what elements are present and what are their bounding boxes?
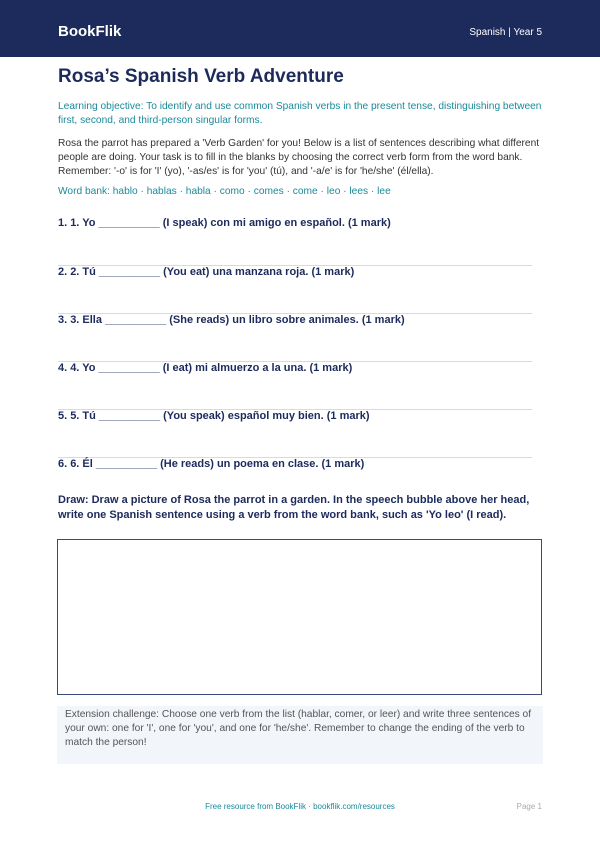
question-number: 3. — [58, 314, 68, 326]
question-text: 6. Él __________ (He reads) un poema en clase. (1 mark) — [70, 458, 365, 470]
question-text: 1. Yo __________ (I speak) con mi amigo en español. (1 mark) — [70, 217, 391, 229]
question-text: 4. Yo __________ (I eat) mi almuerzo a la una. (1 mark) — [70, 362, 353, 374]
worksheet-title: Rosa’s Spanish Verb Adventure — [58, 66, 344, 87]
question-4 — [58, 361, 532, 375]
question-number: 5. — [58, 410, 68, 422]
question-text: 2. Tú __________ (You eat) una manzana roja. (1 mark) — [70, 266, 355, 278]
question-5 — [58, 409, 532, 423]
question-1 — [58, 216, 532, 230]
question-2 — [58, 265, 532, 279]
page-header — [0, 0, 600, 57]
subject-year-label: Spanish | Year 5 — [469, 27, 542, 38]
footer-text: Free resource from BookFlik · bookflik.com/resources — [205, 802, 395, 811]
extension-challenge: Extension challenge: Choose one verb from the list (hablar, comer, or leer) and write three sentences of your own: one for 'I', one for 'you', and one for 'he/she'. Remember to change the ending of the verb to match the person! — [57, 706, 543, 764]
question-6 — [58, 457, 532, 471]
draw-instructions: Draw: Draw a picture of Rosa the parrot in a garden. In the speech bubble above her head, write one Spanish sentence using a verb from the word bank, such as 'Yo leo' (I read). — [58, 494, 530, 521]
question-text: 5. Tú __________ (You speak) español muy bien. (1 mark) — [70, 410, 370, 422]
word-bank: Word bank: hablo · hablas · habla · como · comes · come · leo · lees · lee — [58, 186, 391, 197]
question-number: 2. — [58, 266, 68, 278]
question-number: 1. — [58, 217, 68, 229]
question-number: 6. — [58, 458, 68, 470]
brand-logo-text: BookFlik — [58, 23, 122, 40]
question-text: 3. Ella __________ (She reads) un libro sobre animales. (1 mark) — [70, 314, 405, 326]
question-3 — [58, 313, 532, 327]
page-number: Page 1 — [516, 802, 542, 811]
question-number: 4. — [58, 362, 68, 374]
drawing-box — [57, 539, 542, 695]
learning-objective: Learning objective: To identify and use common Spanish verbs in the present tense, distinguishing between first, second, and third-person singular forms. — [58, 101, 542, 126]
intro-paragraph: Rosa the parrot has prepared a 'Verb Garden' for you! Below is a list of sentences describing what different people are doing. Your task is to fill in the blanks by choosing the correct verb form from the word bank. Remember: '-o' is for 'I' (yo), '-as/es' is for 'you' (tú), and '-a/e' is for 'he/she' (él/ella). — [58, 138, 540, 177]
